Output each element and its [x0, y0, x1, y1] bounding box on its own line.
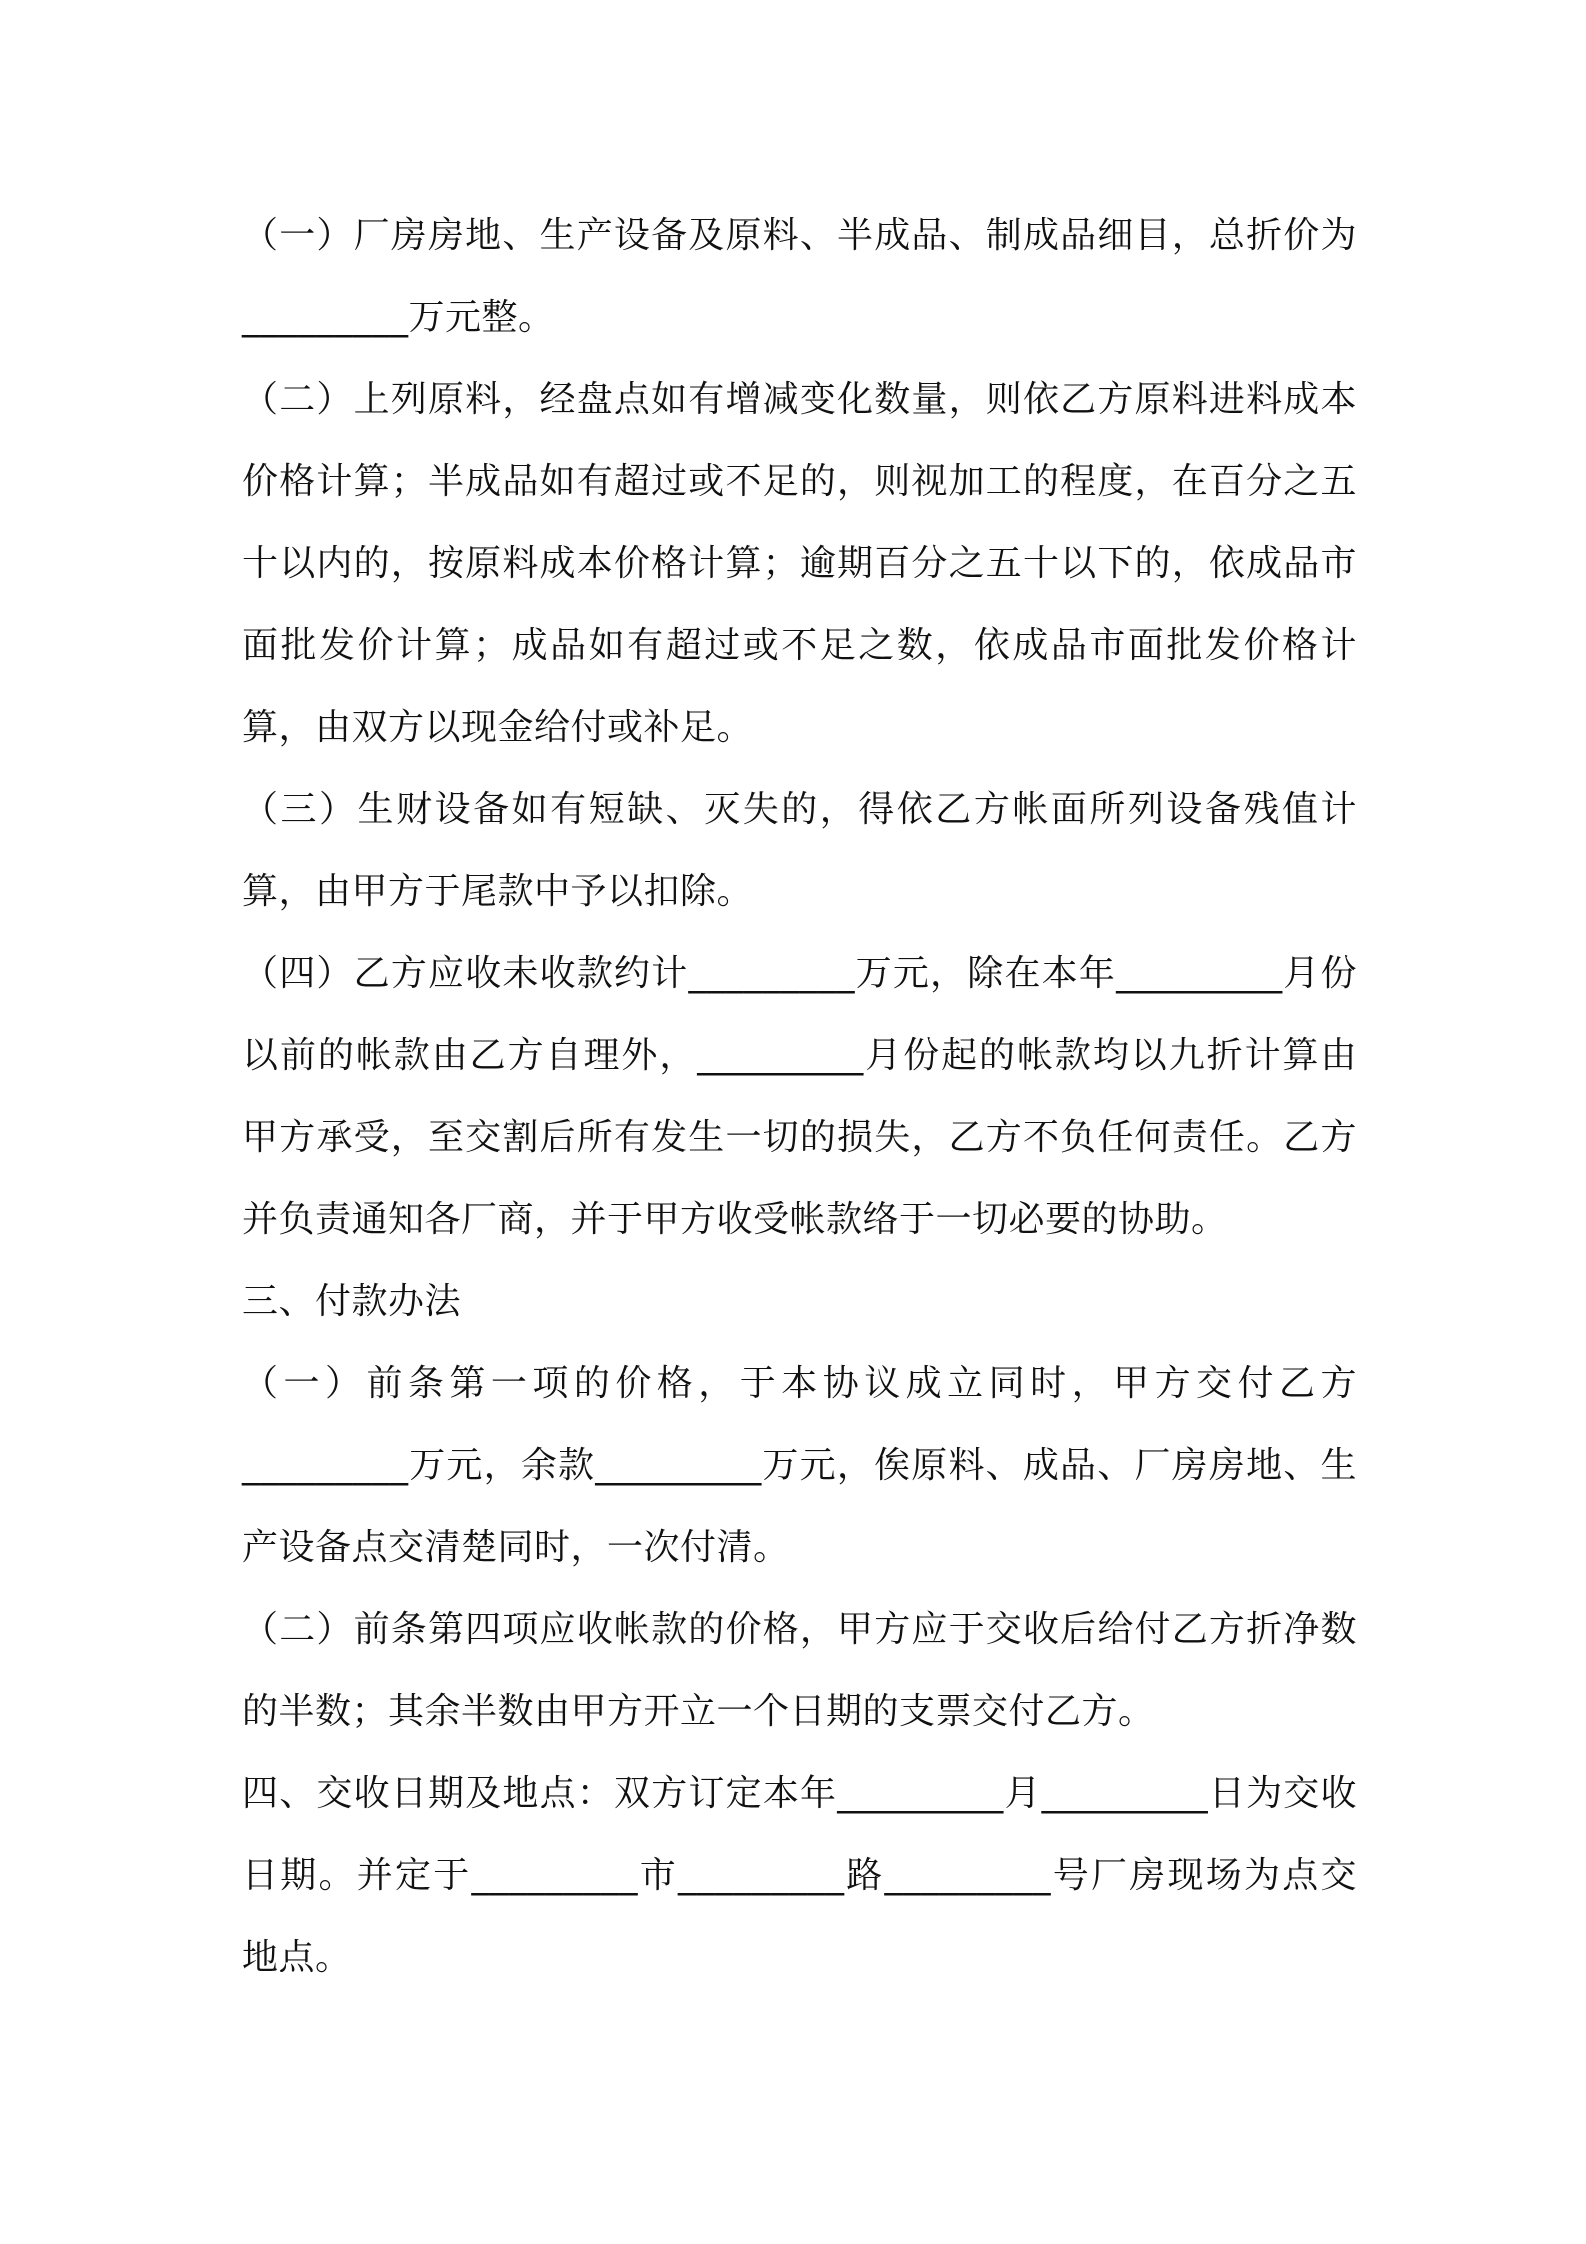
section-payment-heading: 三、付款办法	[242, 1281, 462, 1322]
clause-1-paragraph: （一）厂房房地、生产设备及原料、半成品、制成品细目，总折价为_________万元整。	[242, 215, 1357, 338]
payment-clause-1-paragraph: （一）前条第一项的价格，于本协议成立同时，甲方交付乙方_________万元，余款_________万元，俟原料、成品、厂房房地、生产设备点交清楚同时，一次付清。	[242, 1363, 1357, 1568]
payment-clause-2-paragraph: （二）前条第四项应收帐款的价格，甲方应于交收后给付乙方折净数的半数；其余半数由甲方开立一个日期的支票交付乙方。	[242, 1609, 1357, 1732]
clause-3-paragraph: （三）生财设备如有短缺、灭失的，得依乙方帐面所列设备残值计算，由甲方于尾款中予以扣除。	[242, 789, 1357, 912]
delivery-date-location-paragraph: 四、交收日期及地点：双方订定本年_________月_________日为交收日期。并定于_________市_________路_________号厂房现场为点交地点。	[242, 1773, 1357, 1978]
document-body	[242, 195, 1357, 1999]
clause-2-paragraph: （二）上列原料，经盘点如有增减变化数量，则依乙方原料进料成本价格计算；半成品如有超过或不足的，则视加工的程度，在百分之五十以内的，按原料成本价格计算；逾期百分之五十以下的，依成品市面批发价计算；成品如有超过或不足之数，依成品市面批发价格计算，由双方以现金给付或补足。	[242, 379, 1357, 748]
clause-4-paragraph: （四）乙方应收未收款约计_________万元，除在本年_________月份以前的帐款由乙方自理外，_________月份起的帐款均以九折计算由甲方承受，至交割后所有发生一切的损失，乙方不负任何责任。乙方并负责通知各厂商，并于甲方收受帐款络于一切必要的协助。	[242, 953, 1357, 1240]
